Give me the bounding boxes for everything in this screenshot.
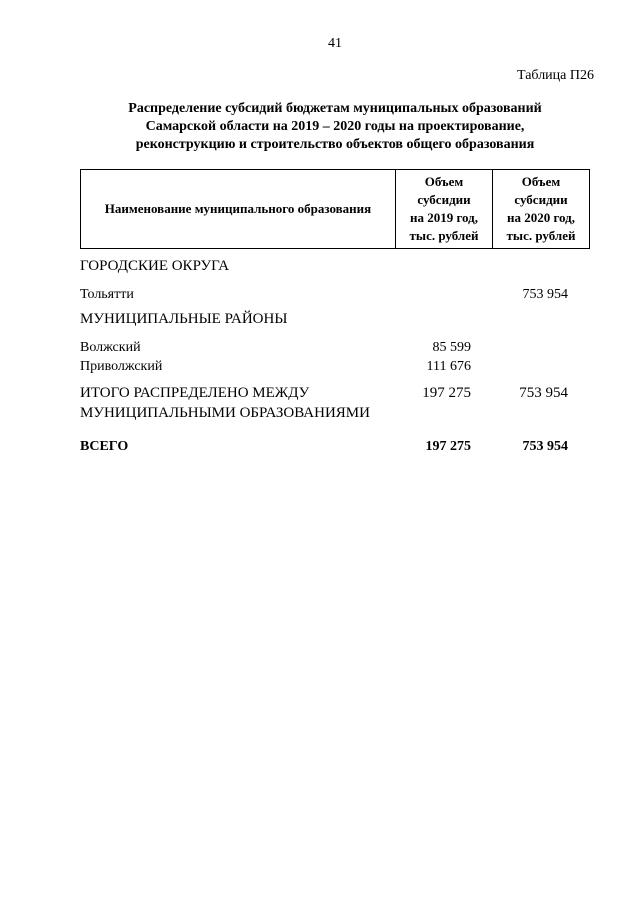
subtotal-label	[80, 383, 370, 423]
total-label: ВСЕГО	[80, 439, 129, 454]
title-line-3: реконструкцию и строительство объектов общего образования	[135, 137, 535, 152]
header-2020-line: тыс. рублей	[506, 228, 576, 243]
title-line-2: Самарской области на 2019 – 2020 годы на проектирование,	[145, 119, 525, 134]
title-line-1: Распределение субсидий бюджетам муниципальных образований	[128, 101, 542, 116]
section-label: ГОРОДСКИЕ ОКРУГА	[80, 258, 230, 274]
table-label: Таблица П26	[517, 68, 594, 83]
header-name: Наименование муниципального образования	[81, 170, 396, 249]
page-number: 41	[328, 36, 342, 51]
table-header	[80, 169, 590, 249]
row-name: Тольятти	[80, 287, 134, 302]
header-2019-line: Объем	[424, 174, 464, 189]
subtotal-label-line: МУНИЦИПАЛЬНЫМИ ОБРАЗОВАНИЯМИ	[80, 405, 370, 421]
header-2019-line: тыс. рублей	[409, 228, 479, 243]
total-value-2020: 753 954	[522, 439, 568, 454]
row-name: Приволжский	[80, 359, 163, 374]
subtotal-label-line: ИТОГО РАСПРЕДЕЛЕНО МЕЖДУ	[80, 385, 310, 401]
row-value-2020: 753 954	[522, 287, 568, 302]
header-2020-line: на 2020 год,	[506, 210, 576, 225]
row-name: Волжский	[80, 340, 141, 355]
subtotal-value-2019: 197 275	[422, 385, 471, 401]
header-2020-line: субсидии	[514, 192, 568, 207]
header-2020-line: Объем	[521, 174, 561, 189]
document-title	[80, 100, 590, 154]
total-value-2019: 197 275	[425, 439, 471, 454]
section-label: МУНИЦИПАЛЬНЫЕ РАЙОНЫ	[80, 311, 288, 327]
header-2019	[396, 170, 493, 249]
subtotal-value-2020: 753 954	[519, 385, 568, 401]
header-2019-line: на 2019 год,	[409, 210, 479, 225]
header-2019-line: субсидии	[417, 192, 471, 207]
header-2020	[493, 170, 590, 249]
row-value-2019: 111 676	[426, 359, 471, 374]
row-value-2019: 85 599	[432, 340, 471, 355]
